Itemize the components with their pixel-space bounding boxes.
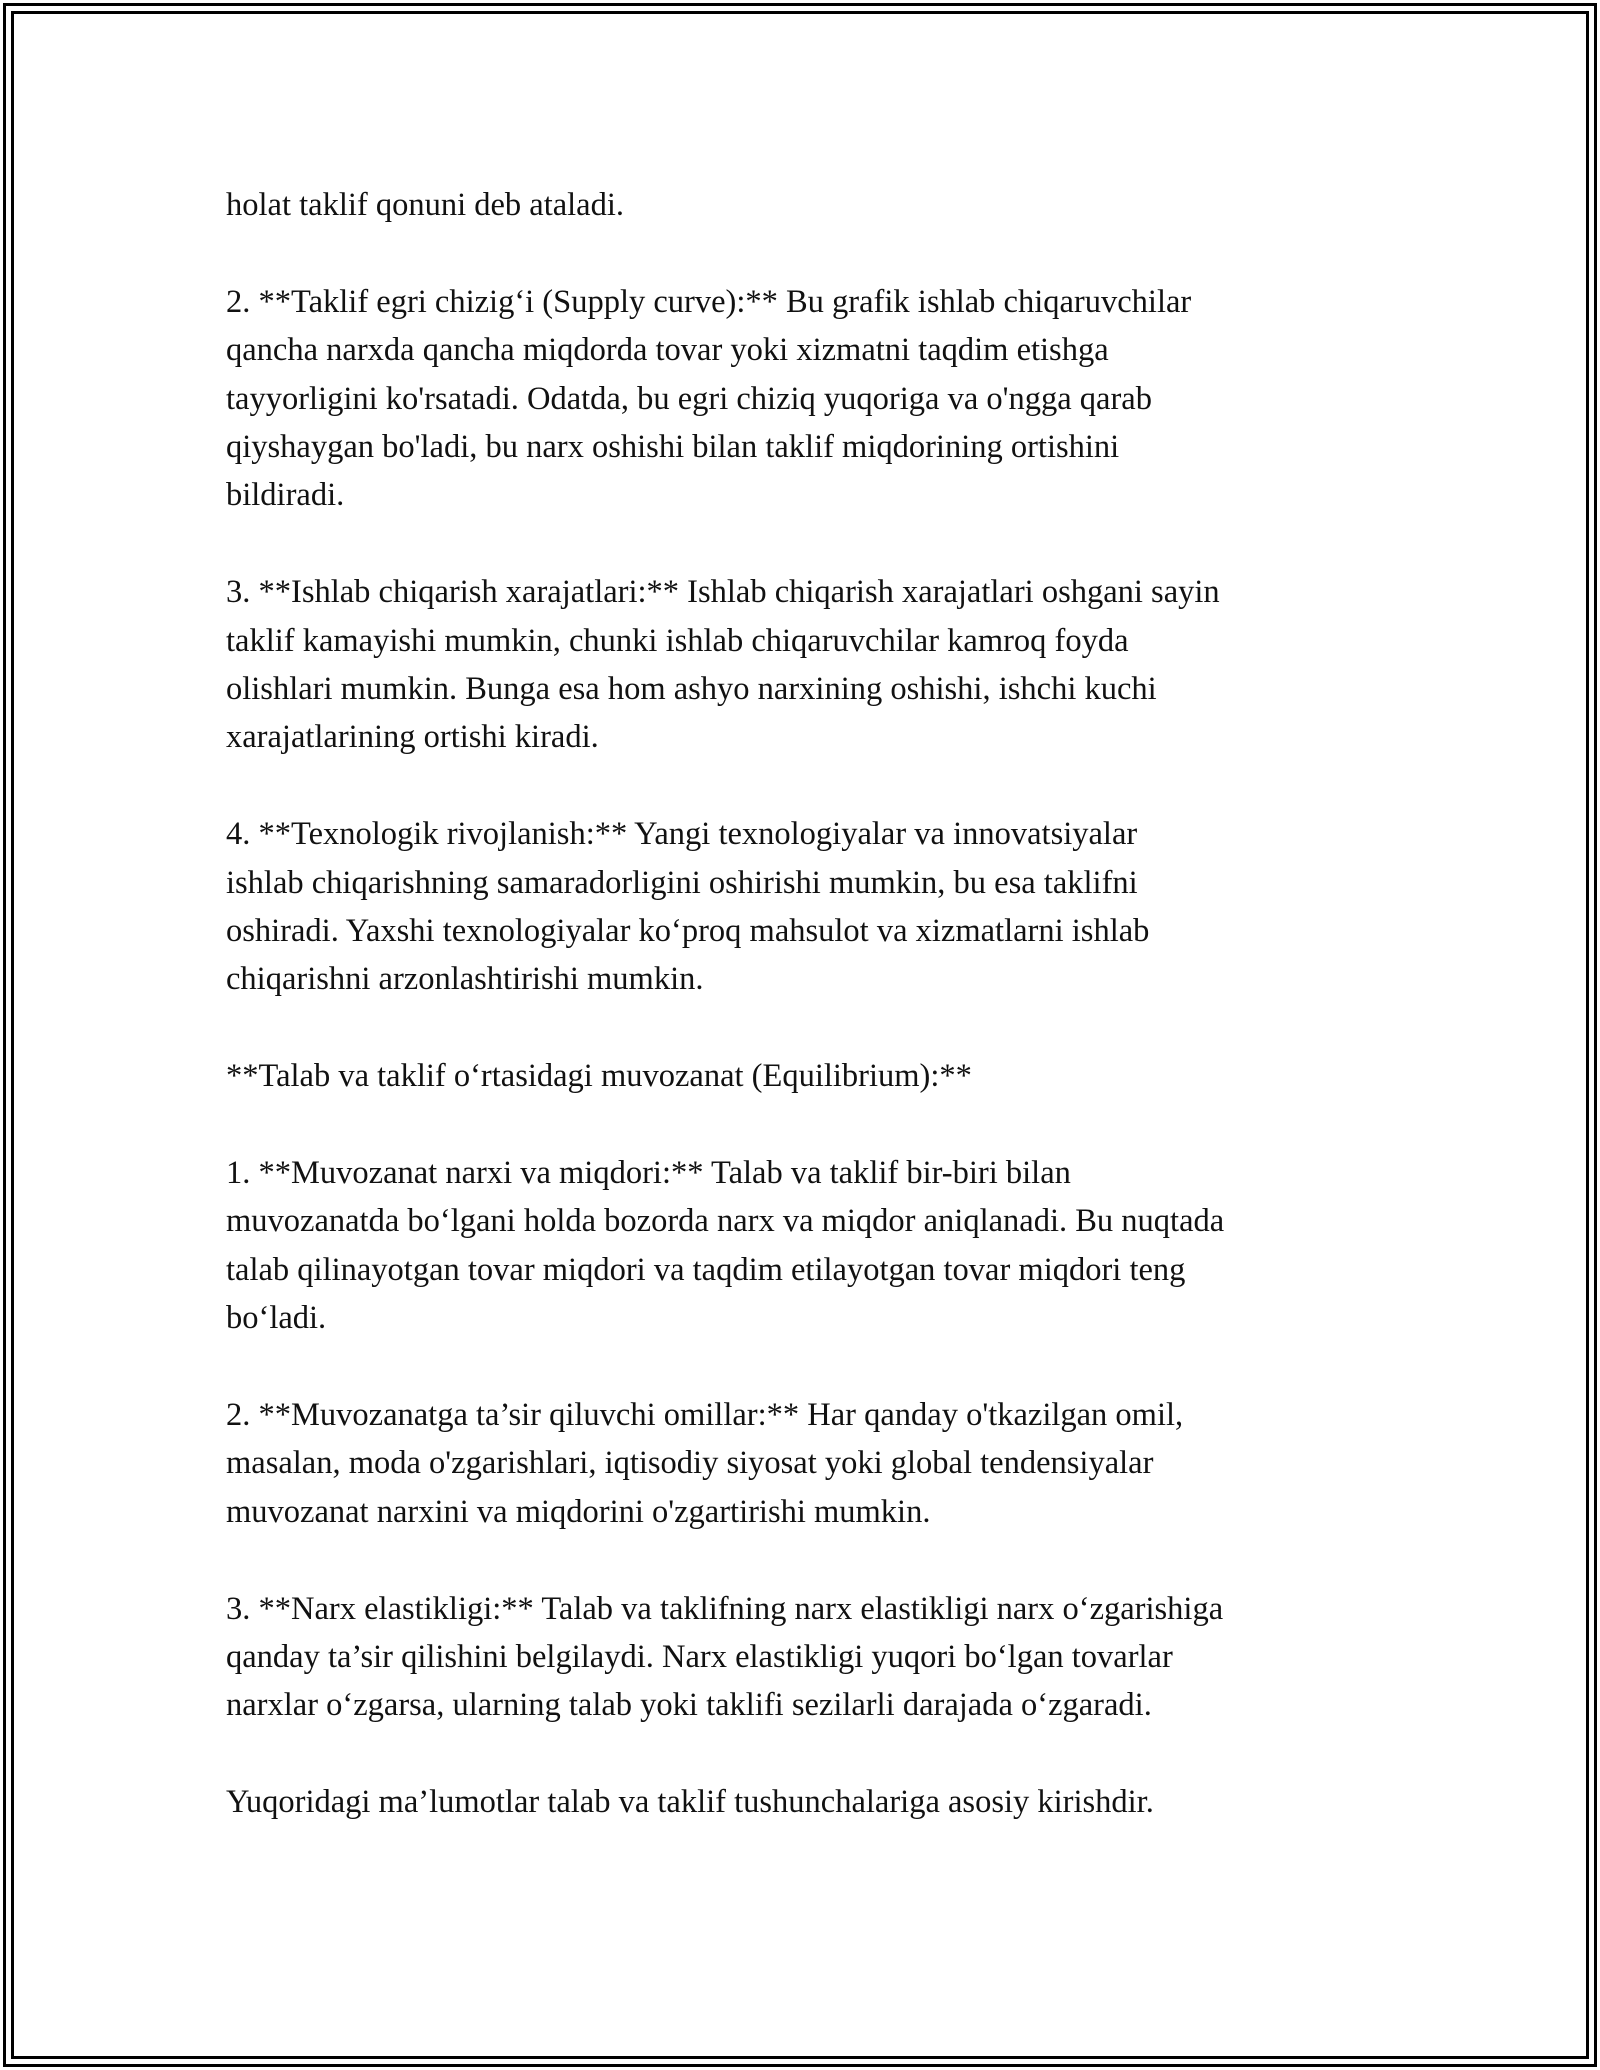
document-body bbox=[226, 181, 1386, 1827]
paragraph-technology: 4. **Texnologik rivojlanish:** Yangi texnologiyalar va innovatsiyalar ishlab chiqarishning samaradorligini oshirishi mumkin, bu esa taklifni oshiradi. Yaxshi texnologiyalar ko‘proq mahsulot va xizmatlarni ishlab chiqarishni arzonlashtirishi mumkin. bbox=[226, 816, 1150, 998]
paragraph-supply-law-end: holat taklif qonuni deb ataladi. bbox=[226, 187, 625, 223]
paragraph-supply-curve: 2. **Taklif egri chizig‘i (Supply curve):** Bu grafik ishlab chiqaruvchilar qancha narxda qancha miqdorda tovar yoki xizmatni taqdim etishga tayyorligini ko'rsatadi. Odatda, bu egri chiziq yuqoriga va o'ngga qarab qiyshaygan bo'ladi, bu narx oshishi bilan taklif miqdorining ortishini bildiradi. bbox=[226, 283, 1192, 514]
paragraph-equilibrium-price: 1. **Muvozanat narxi va miqdori:** Talab va taklif bir-biri bilan muvozanatda bo‘lgani holda bozorda narx va miqdor aniqlanadi. Bu nuqtada talab qilinayotgan tovar miqdori va taqdim etilayotgan tovar miqdori teng bo‘ladi. bbox=[226, 1155, 1225, 1337]
section-heading-equilibrium: **Talab va taklif o‘rtasidagi muvozanat (Equilibrium):** bbox=[226, 1058, 972, 1095]
paragraph-equilibrium-factors: 2. **Muvozanatga ta’sir qiluvchi omillar:** Har qanday o'tkazilgan omil, masalan, moda o'zgarishlari, iqtisodiy siyosat yoki global tendensiyalar muvozanat narxini va miqdorini o'zgartirishi mumkin. bbox=[226, 1397, 1184, 1530]
paragraph-conclusion: Yuqoridagi ma’lumotlar talab va taklif tushunchalariga asosiy kirishdir. bbox=[226, 1784, 1154, 1821]
paragraph-price-elasticity: 3. **Narx elastikligi:** Talab va taklifning narx elastikligi narx o‘zgarishiga qanday ta’sir qilishini belgilaydi. Narx elastikligi yuqori bo‘lgan tovarlar narxlar o‘zgarsa, ularning talab yoki taklifi sezilarli darajada o‘zgaradi. bbox=[226, 1590, 1224, 1724]
paragraph-production-costs: 3. **Ishlab chiqarish xarajatlari:** Ishlab chiqarish xarajatlari oshgani sayin taklif kamayishi mumkin, chunki ishlab chiqaruvchilar kamroq foyda olishlari mumkin. Bunga esa hom ashyo narxining oshishi, ishchi kuchi xarajatlarining ortishi kiradi. bbox=[226, 574, 1220, 756]
